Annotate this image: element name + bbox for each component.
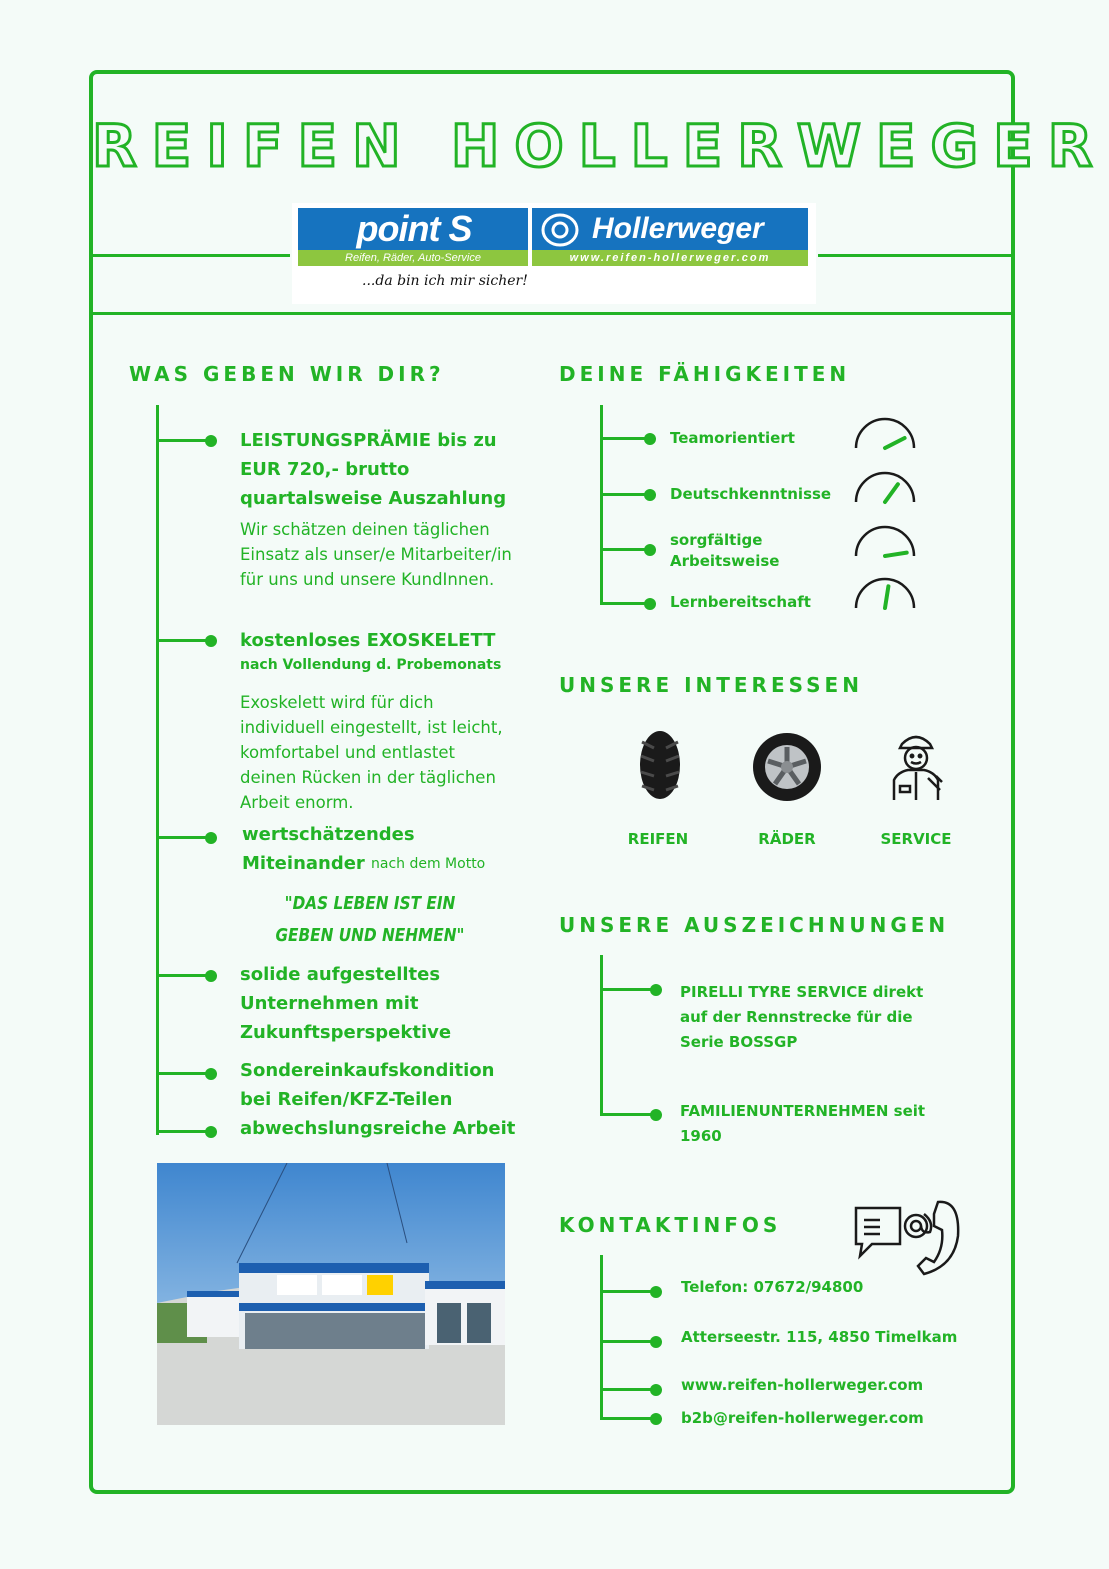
header-divider [92,312,1015,315]
benefit-title: solide aufgestelltes Unternehmen mit Zukunftsperspektive [240,964,452,1043]
skills-timeline [600,405,603,605]
benefit-sub: nach Vollendung d. Probemonats [240,657,502,673]
interest-label: SERVICE [880,830,952,848]
benefits-heading: WAS GEBEN WIR DIR? [129,362,445,386]
bullet-dot [644,489,656,501]
gauge-icon [852,572,918,612]
company-logo [292,203,816,304]
bullet-dot [650,1384,662,1396]
contact-email-link[interactable]: b2b@reifen-hollerweger.com [681,1409,924,1427]
divider-right [818,254,1015,257]
mechanic-icon [888,730,944,802]
bullet-dot [650,984,662,996]
tire-icon [632,728,688,802]
contact-address: Atterseestr. 115, 4850 Timelkam [681,1328,958,1346]
wheel-icon [752,732,822,802]
benefit-title: abwechslungsreiche Arbeit [240,1118,516,1139]
gauge-needle [885,484,898,502]
bullet-dot [644,544,656,556]
gauge-needle [885,586,888,608]
bullet-dot [650,1286,662,1298]
gauge-needle [885,438,905,448]
benefit-desc: Wir schätzen deinen täglichen Einsatz als unser/e Mitarbeiter/in für uns und unsere KundInnen. [240,520,512,589]
bullet-dot [650,1336,662,1348]
gauge-needle [885,553,907,556]
brand-left-tagline: Reifen, Räder, Auto-Service [298,250,528,266]
skill-label: Teamorientiert [670,429,795,447]
contact-timeline [600,1255,603,1420]
skill-label: Deutschkenntnisse [670,485,832,503]
gauge-icon [852,412,918,452]
awards-heading: UNSERE AUSZEICHNUNGEN [559,913,950,937]
bullet-dot [650,1109,662,1121]
skill-label: sorgfältige Arbeitsweise [670,531,780,570]
brand-left: point S [356,208,472,249]
contact-website-link[interactable]: www.reifen-hollerweger.com [681,1376,924,1394]
brand-right: Hollerweger [592,212,764,245]
divider-left [92,254,290,257]
skills-heading: DEINE FÄHIGKEITEN [559,362,851,386]
benefit-title: Sondereinkaufskondition bei Reifen/KFZ-Teilen [240,1060,495,1110]
bullet-dot [205,635,217,647]
bullet-dot [644,598,656,610]
brand-right-tagline: www.reifen-hollerweger.com [532,250,808,266]
benefits-timeline [156,405,159,1135]
bullet-dot [644,433,656,445]
shop-photo [157,1163,505,1425]
award-text: FAMILIENUNTERNEHMEN seit 1960 [680,1102,926,1145]
motto-quote: "DAS LEBEN IST EIN GEBEN UND NEHMEN" [275,893,465,946]
benefit-desc: Exoskelett wird für dich individuell eingestellt, ist leicht, komfortabel und entlastet deinen Rücken in der täglichen Arbeit enorm. [240,693,503,812]
logo-slogan: ...da bin ich mir sicher! [362,273,528,289]
awards-timeline [600,955,603,1116]
benefit-title: wertschätzendes Miteinander [242,824,415,874]
bullet-dot [205,970,217,982]
contact-phone: Telefon: 07672/94800 [681,1278,864,1296]
bullet-dot [205,1126,217,1138]
interest-label: RÄDER [758,830,816,848]
skill-label: Lernbereitschaft [670,593,811,611]
award-text: PIRELLI TYRE SERVICE direkt auf der Rennstrecke für die Serie BOSSGP [680,983,924,1051]
contact-heading: KONTAKTINFOS [559,1213,782,1237]
benefit-sub: nach dem Motto [371,856,486,872]
bullet-dot [650,1413,662,1425]
contact-icon [852,1196,964,1278]
interests-heading: UNSERE INTERESSEN [559,673,863,697]
bullet-dot [205,832,217,844]
page-title: REIFEN HOLLERWEGER [92,112,1108,180]
benefit-title: kostenloses EXOSKELETT [240,630,496,651]
bullet-dot [205,1068,217,1080]
gauge-icon [852,520,918,560]
bullet-dot [205,435,217,447]
gauge-icon [852,466,918,506]
benefit-title: LEISTUNGSPRÄMIE bis zu EUR 720,- brutto quartalsweise Auszahlung [240,430,507,509]
interest-label: REIFEN [627,830,689,848]
